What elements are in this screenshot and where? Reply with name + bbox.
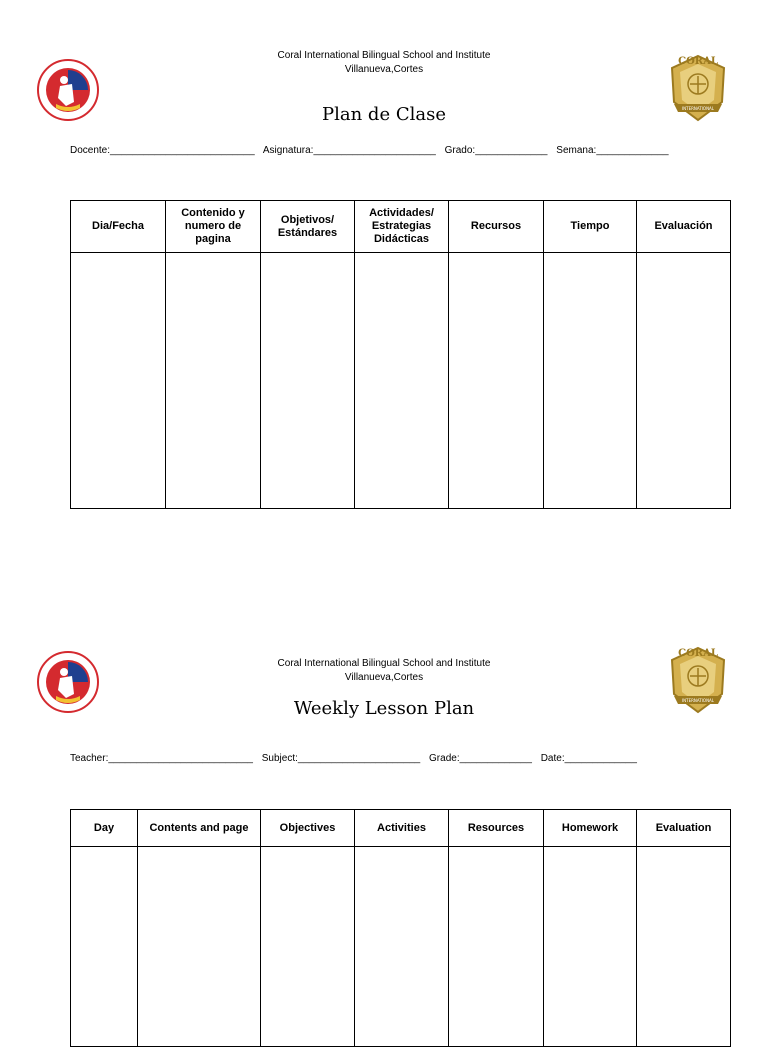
table-cell[interactable] bbox=[449, 847, 544, 1047]
page-title: Weekly Lesson Plan bbox=[293, 698, 475, 719]
table-cell[interactable] bbox=[637, 847, 731, 1047]
svg-text:INTERNATIONAL: INTERNATIONAL bbox=[681, 698, 715, 703]
field-grade[interactable]: Grado:_____________ bbox=[444, 145, 548, 156]
column-header: Contenido y numero de pagina bbox=[166, 201, 261, 253]
field-week[interactable]: Semana:_____________ bbox=[556, 145, 669, 156]
table-cell[interactable] bbox=[71, 847, 138, 1047]
table-cell[interactable] bbox=[261, 253, 355, 509]
column-header: Tiempo bbox=[544, 201, 637, 253]
column-header: Resources bbox=[449, 810, 544, 847]
table-row bbox=[71, 847, 731, 1047]
table-cell[interactable] bbox=[544, 847, 637, 1047]
page-title: Plan de Clase bbox=[322, 104, 446, 125]
field-teacher[interactable]: Docente:__________________________ bbox=[70, 145, 255, 156]
field-subject[interactable]: Asignatura:______________________ bbox=[262, 145, 436, 156]
table-cell[interactable] bbox=[355, 253, 449, 509]
field-grade[interactable]: Grade:_____________ bbox=[429, 753, 532, 764]
lesson-plan-table bbox=[70, 809, 731, 1047]
column-header: Recursos bbox=[449, 201, 544, 253]
table-header-row bbox=[71, 810, 731, 847]
table-cell[interactable] bbox=[637, 253, 731, 509]
field-teacher[interactable]: Teacher:__________________________ bbox=[70, 753, 253, 764]
school-location: Villanueva,Cortes bbox=[344, 672, 424, 683]
table-cell[interactable] bbox=[355, 847, 449, 1047]
svg-text:INTERNATIONAL: INTERNATIONAL bbox=[681, 106, 715, 111]
svg-text:CORAL: CORAL bbox=[678, 56, 718, 67]
column-header: Homework bbox=[544, 810, 637, 847]
school-location: Villanueva,Cortes bbox=[344, 64, 424, 75]
column-header: Contents and page bbox=[138, 810, 261, 847]
table-cell[interactable] bbox=[544, 253, 637, 509]
table-cell[interactable] bbox=[71, 253, 166, 509]
header-fields bbox=[70, 753, 643, 764]
column-header: Dia/Fecha bbox=[71, 201, 166, 253]
column-header: Objectives bbox=[261, 810, 355, 847]
school-name: Coral International Bilingual School and Institute bbox=[277, 658, 491, 669]
table-cell[interactable] bbox=[449, 253, 544, 509]
column-header: Actividades/ Estrategias Didácticas bbox=[355, 201, 449, 253]
school-name: Coral International Bilingual School and Institute bbox=[277, 50, 491, 61]
table-row bbox=[71, 253, 731, 509]
table-cell[interactable] bbox=[261, 847, 355, 1047]
field-subject[interactable]: Subject:______________________ bbox=[261, 753, 421, 764]
column-header: Evaluación bbox=[637, 201, 731, 253]
column-header: Activities bbox=[355, 810, 449, 847]
table-header-row bbox=[71, 201, 731, 253]
lesson-plan-table bbox=[70, 200, 731, 509]
field-date[interactable]: Date:_____________ bbox=[540, 753, 637, 764]
column-header: Day bbox=[71, 810, 138, 847]
column-header: Objetivos/ Estándares bbox=[261, 201, 355, 253]
column-header: Evaluation bbox=[637, 810, 731, 847]
header-fields bbox=[70, 145, 675, 156]
table-cell[interactable] bbox=[138, 847, 261, 1047]
svg-text:CORAL: CORAL bbox=[678, 648, 718, 659]
table-cell[interactable] bbox=[166, 253, 261, 509]
